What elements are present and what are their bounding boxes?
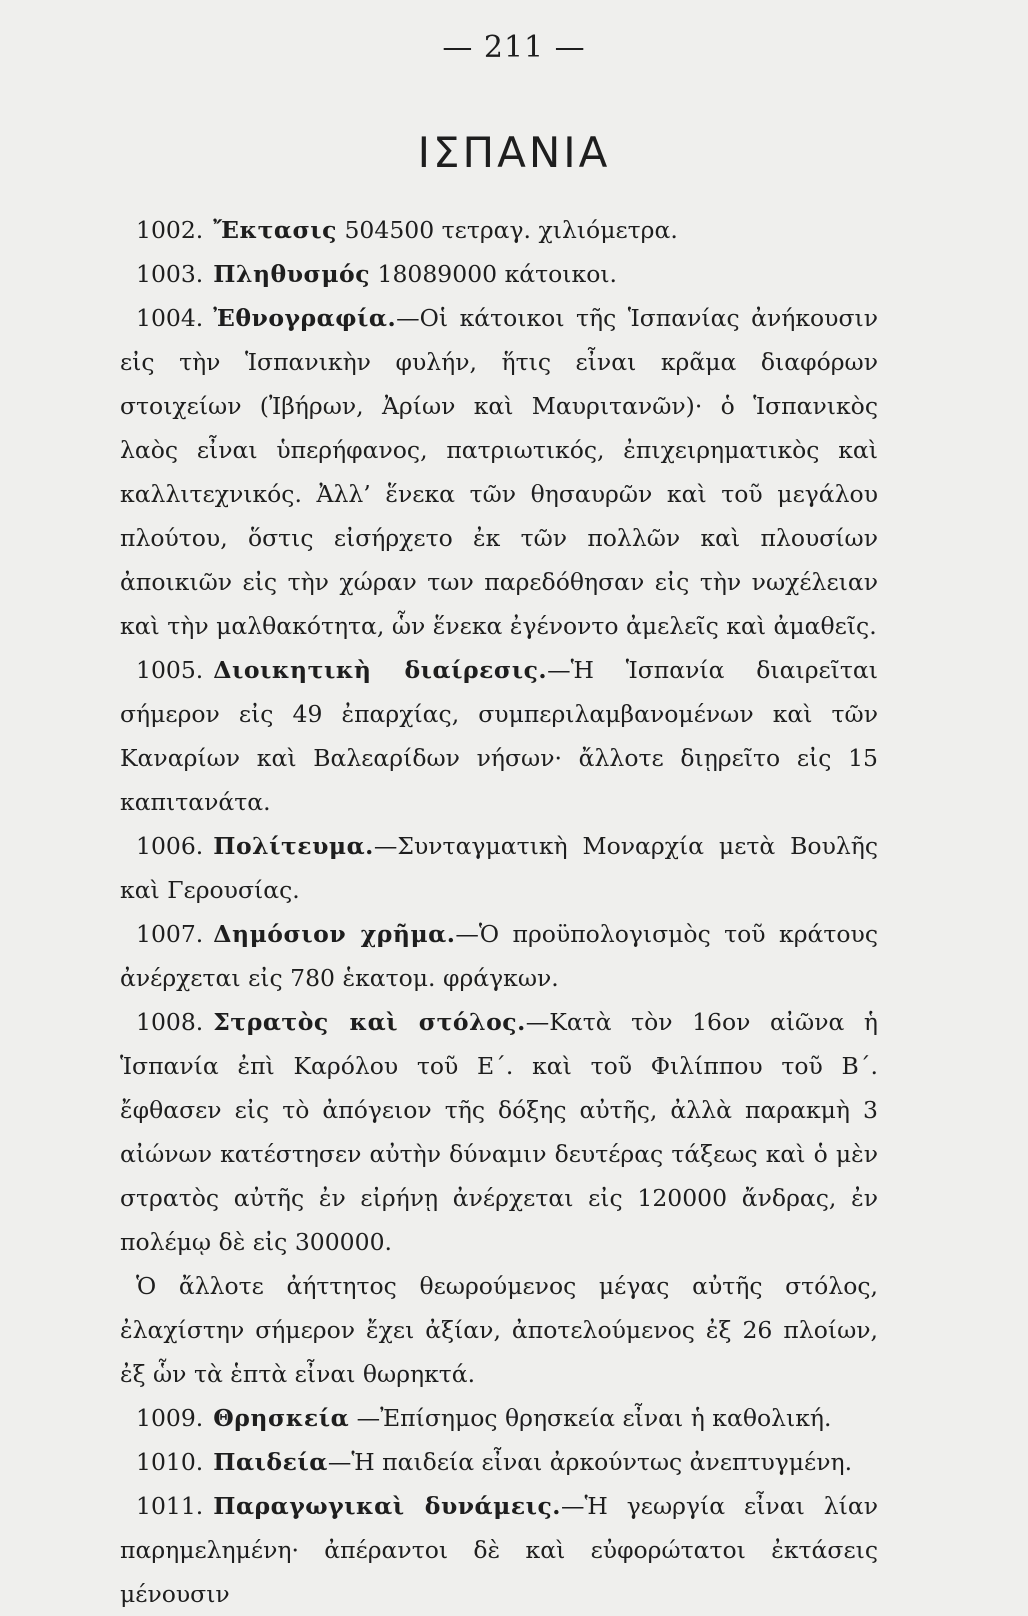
- entry-heading: Ἐθνογραφία.: [213, 304, 397, 332]
- entry-number: 1006.: [136, 832, 204, 860]
- entry-heading: Ἔκτασις: [213, 216, 337, 244]
- entry-number: 1005.: [136, 656, 204, 684]
- entry-text: —Συνταγματικὴ Μοναρχία μετὰ Βουλῆς καὶ Γερουσίας.: [120, 832, 878, 904]
- entry-1009: [120, 1396, 878, 1440]
- entry-1005: [120, 648, 878, 824]
- entry-heading: Πολίτευμα.: [213, 832, 374, 860]
- entry-heading: Στρατὸς καὶ στόλος.: [213, 1008, 526, 1036]
- entry-number: 1002.: [136, 216, 204, 244]
- entry-1008-continued: [120, 1264, 878, 1396]
- entry-text: —Ἡ Ἱσπανία διαιρεῖται σήμερον εἰς 49 ἐπαρχίας, συμπεριλαμβανομένων καὶ τῶν Καναρίων καὶ Βαλεαρίδων νήσων· ἄλλοτε διῃρεῖτο εἰς 15 καπιτανάτα.: [120, 656, 878, 816]
- entry-text: —Ὁ προϋπολογισμὸς τοῦ κράτους ἀνέρχεται εἰς 780 ἑκατομ. φράγκων.: [120, 920, 878, 992]
- entry-1008: [120, 1000, 878, 1264]
- entry-heading: Παιδεία: [213, 1448, 328, 1476]
- entry-heading: Δημόσιον χρῆμα.: [213, 920, 456, 948]
- entry-text: —Ἐπίσημος θρησκεία εἶναι ἡ καθολική.: [349, 1404, 832, 1432]
- entry-1006: [120, 824, 878, 912]
- page-number: — 211 —: [442, 30, 586, 65]
- entry-1011: [120, 1484, 878, 1616]
- entry-text: Ὁ ἄλλοτε ἀήττητος θεωρούμενος μέγας αὐτῆς στόλος, ἐλαχίστην σήμερον ἔχει ἀξίαν, ἀποτελούμενος ἐξ 26 πλοίων, ἐξ ὧν τὰ ἑπτὰ εἶναι θωρηκτά.: [120, 1272, 878, 1388]
- entry-1002: [120, 208, 878, 252]
- entry-text: —Οἱ κάτοικοι τῆς Ἱσπανίας ἀνήκουσιν εἰς τὴν Ἱσπανικὴν φυλήν, ἥτις εἶναι κρᾶμα διαφόρων στοιχείων (Ἰβήρων, Ἀρίων καὶ Μαυριτανῶν)· ὁ Ἱσπανικὸς λαὸς εἶναι ὑπερήφανος, πατριωτικός, ἐπιχειρηματικὸς καὶ καλλιτεχνικός. Ἀλλ’ ἕνεκα τῶν θησαυρῶν καὶ τοῦ μεγάλου πλούτου, ὅστις εἰσήρχετο ἐκ τῶν πολλῶν καὶ πλουσίων ἀποικιῶν εἰς τὴν χώραν των παρεδόθησαν εἰς τὴν νωχέλειαν καὶ τὴν μαλθακότητα, ὧν ἕνεκα ἐγένοντο ἀμελεῖς καὶ ἀμαθεῖς.: [120, 304, 878, 640]
- entry-1010: [120, 1440, 878, 1484]
- entry-1007: [120, 912, 878, 1000]
- entry-number: 1011.: [136, 1492, 204, 1520]
- entry-number: 1003.: [136, 260, 204, 288]
- entry-text: —Κατὰ τὸν 16ον αἰῶνα ἡ Ἱσπανία ἐπὶ Καρόλου τοῦ Ε΄. καὶ τοῦ Φιλίππου τοῦ Β΄. ἔφθασεν εἰς τὸ ἀπόγειον τῆς δόξης αὐτῆς, ἀλλὰ παρακμὴ 3 αἰώνων κατέστησεν αὐτὴν δύναμιν δευτέρας τάξεως καὶ ὁ μὲν στρατὸς αὐτῆς ἐν εἰρήνῃ ἀνέρχεται εἰς 120000 ἄνδρας, ἐν πολέμῳ δὲ εἰς 300000.: [120, 1008, 878, 1256]
- entry-heading: Πληθυσμός: [213, 260, 371, 288]
- document-body: [120, 208, 878, 1616]
- entry-text: —Ἡ παιδεία εἶναι ἀρκούντως ἀνεπτυγμένη.: [327, 1448, 853, 1476]
- entry-text: 504500 τετραγ. χιλιόμετρα.: [337, 216, 678, 244]
- entry-text: —Ἡ γεωργία εἶναι λίαν παρημελημένη· ἀπέραντοι δὲ καὶ εὐφορώτατοι ἐκτάσεις μένουσιν: [120, 1492, 879, 1608]
- entry-heading: Διοικητικὴ διαίρεσις.: [213, 656, 548, 684]
- entry-1004: [120, 296, 878, 648]
- entry-1003: [120, 252, 878, 296]
- page-title: ΙΣΠΑΝΙΑ: [417, 128, 611, 177]
- entry-number: 1010.: [136, 1448, 204, 1476]
- entry-number: 1009.: [136, 1404, 204, 1432]
- entry-number: 1007.: [136, 920, 204, 948]
- entry-heading: Παραγωγικαὶ δυνάμεις.: [213, 1492, 561, 1520]
- entry-number: 1004.: [136, 304, 204, 332]
- entry-number: 1008.: [136, 1008, 204, 1036]
- entry-text: 18089000 κάτοικοι.: [370, 260, 618, 288]
- entry-heading: Θρησκεία: [213, 1404, 350, 1432]
